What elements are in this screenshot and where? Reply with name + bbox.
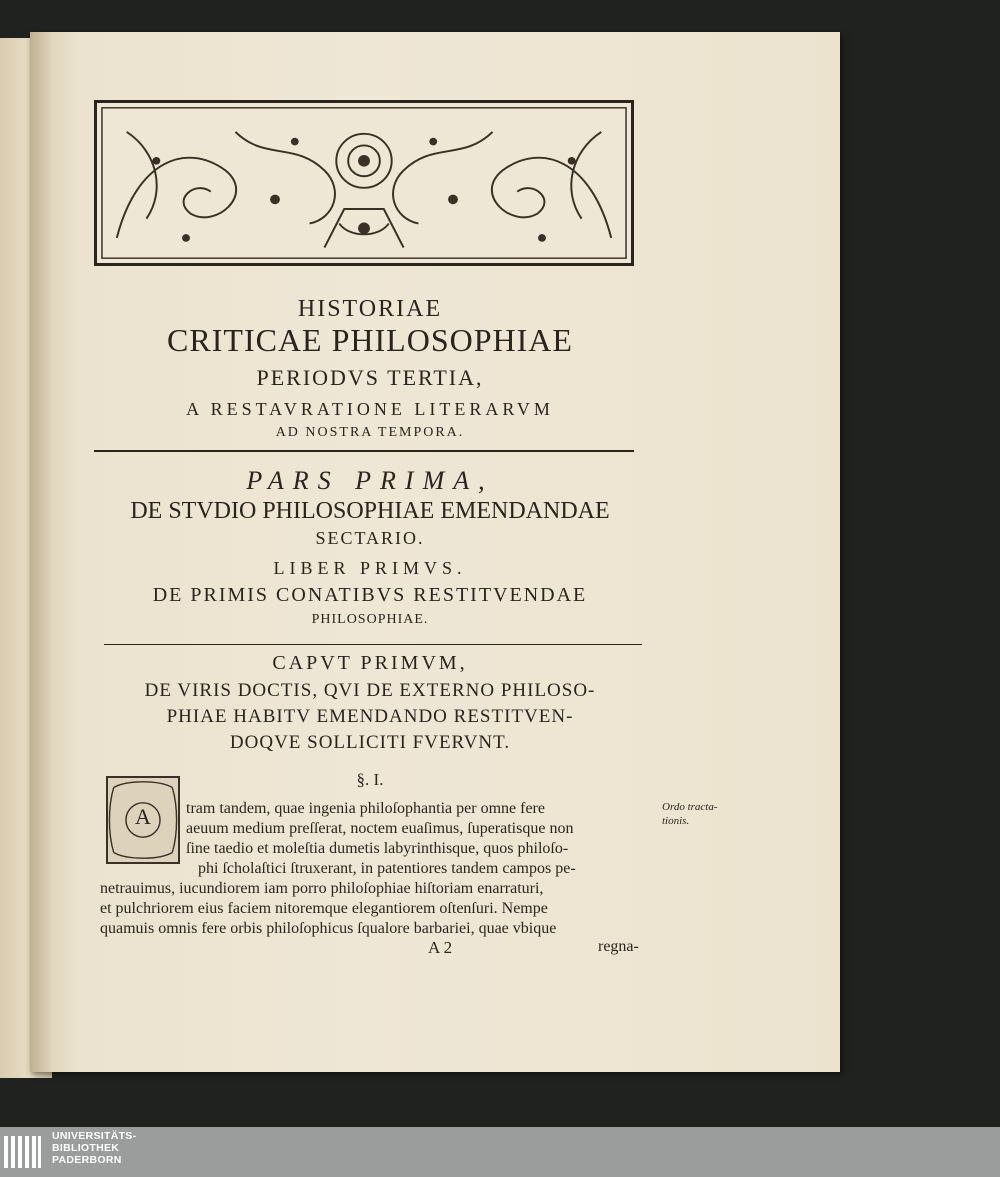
decorative-headpiece <box>94 100 634 266</box>
part-subtitle-line-1: DE STVDIO PHILOSOPHIAE EMENDANDAE <box>130 498 610 524</box>
body-text-line: netrauimus, iucundiorem iam porro philoſophiae hiſtoriam enarraturi, <box>100 880 544 897</box>
part-heading: PARS PRIMA, <box>246 466 494 495</box>
part-subtitle-line-2: SECTARIO. <box>315 528 425 548</box>
chapter-heading: CAPVT PRIMVM, <box>272 652 468 674</box>
body-text-line: tram tandem, quae ingenia philoſophantia per omne fere <box>186 800 545 817</box>
page-gutter <box>30 32 54 1072</box>
library-footer-bar <box>0 1127 1000 1177</box>
book-heading: LIBER PRIMVS. <box>273 558 467 578</box>
divider-rule <box>104 644 642 645</box>
title-line-1: HISTORIAE <box>297 296 443 322</box>
margin-note-line: Ordo tracta- <box>662 801 718 813</box>
chapter-title-line-2: PHIAE HABITV EMENDANDO RESTITVEN- <box>166 706 574 727</box>
chapter-title-line-1: DE VIRIS DOCTIS, QVI DE EXTERNO PHILOSO- <box>144 680 596 701</box>
book-page <box>30 32 840 1072</box>
title-line-3: PERIODVS TERTIA, <box>256 365 484 390</box>
signature-mark: A 2 <box>428 938 453 957</box>
body-text-line: quamuis omnis fere orbis philoſophicus ſqualore barbariei, quae vbique <box>100 920 557 937</box>
library-logo-icon <box>4 1130 42 1174</box>
section-number: §. I. <box>356 770 384 789</box>
margin-note-line: tionis. <box>662 815 690 827</box>
title-line-5: AD NOSTRA TEMPORA. <box>275 425 465 440</box>
catchword: regna- <box>598 938 639 955</box>
library-name <box>52 1130 136 1166</box>
body-text-line: ſine taedio et moleſtia dumetis labyrinthisque, quos philoſo- <box>186 840 569 857</box>
margin-note <box>662 800 718 828</box>
drop-cap-initial <box>106 776 180 864</box>
library-name-line: BIBLIOTHEK <box>52 1142 120 1154</box>
title-line-4: A RESTAVRATIONE LITERARVM <box>186 399 554 419</box>
drop-cap-letter: A <box>135 804 151 829</box>
book-title-line-2: PHILOSOPHIAE. <box>311 612 429 627</box>
chapter-title-line-3: DOQVE SOLLICITI FVERVNT. <box>229 732 511 753</box>
library-name-line: PADERBORN <box>52 1154 122 1166</box>
book-title-line-1: DE PRIMIS CONATIBVS RESTITVENDAE <box>152 584 588 606</box>
title-line-2: CRITICAE PHILOSOPHIAE <box>167 322 573 358</box>
body-text-line: et pulchriorem eius faciem nitoremque elegantiorem oſtenſuri. Nempe <box>100 900 548 917</box>
body-text-line: phi ſcholaſtici ſtruxerant, in patentiores tandem campos pe- <box>198 860 576 877</box>
divider-rule <box>94 450 634 452</box>
library-name-line: UNIVERSITÄTS- <box>52 1130 137 1142</box>
body-text-line: aeuum medium preſſerat, noctem euaſimus, ſuperatisque non <box>186 820 574 837</box>
